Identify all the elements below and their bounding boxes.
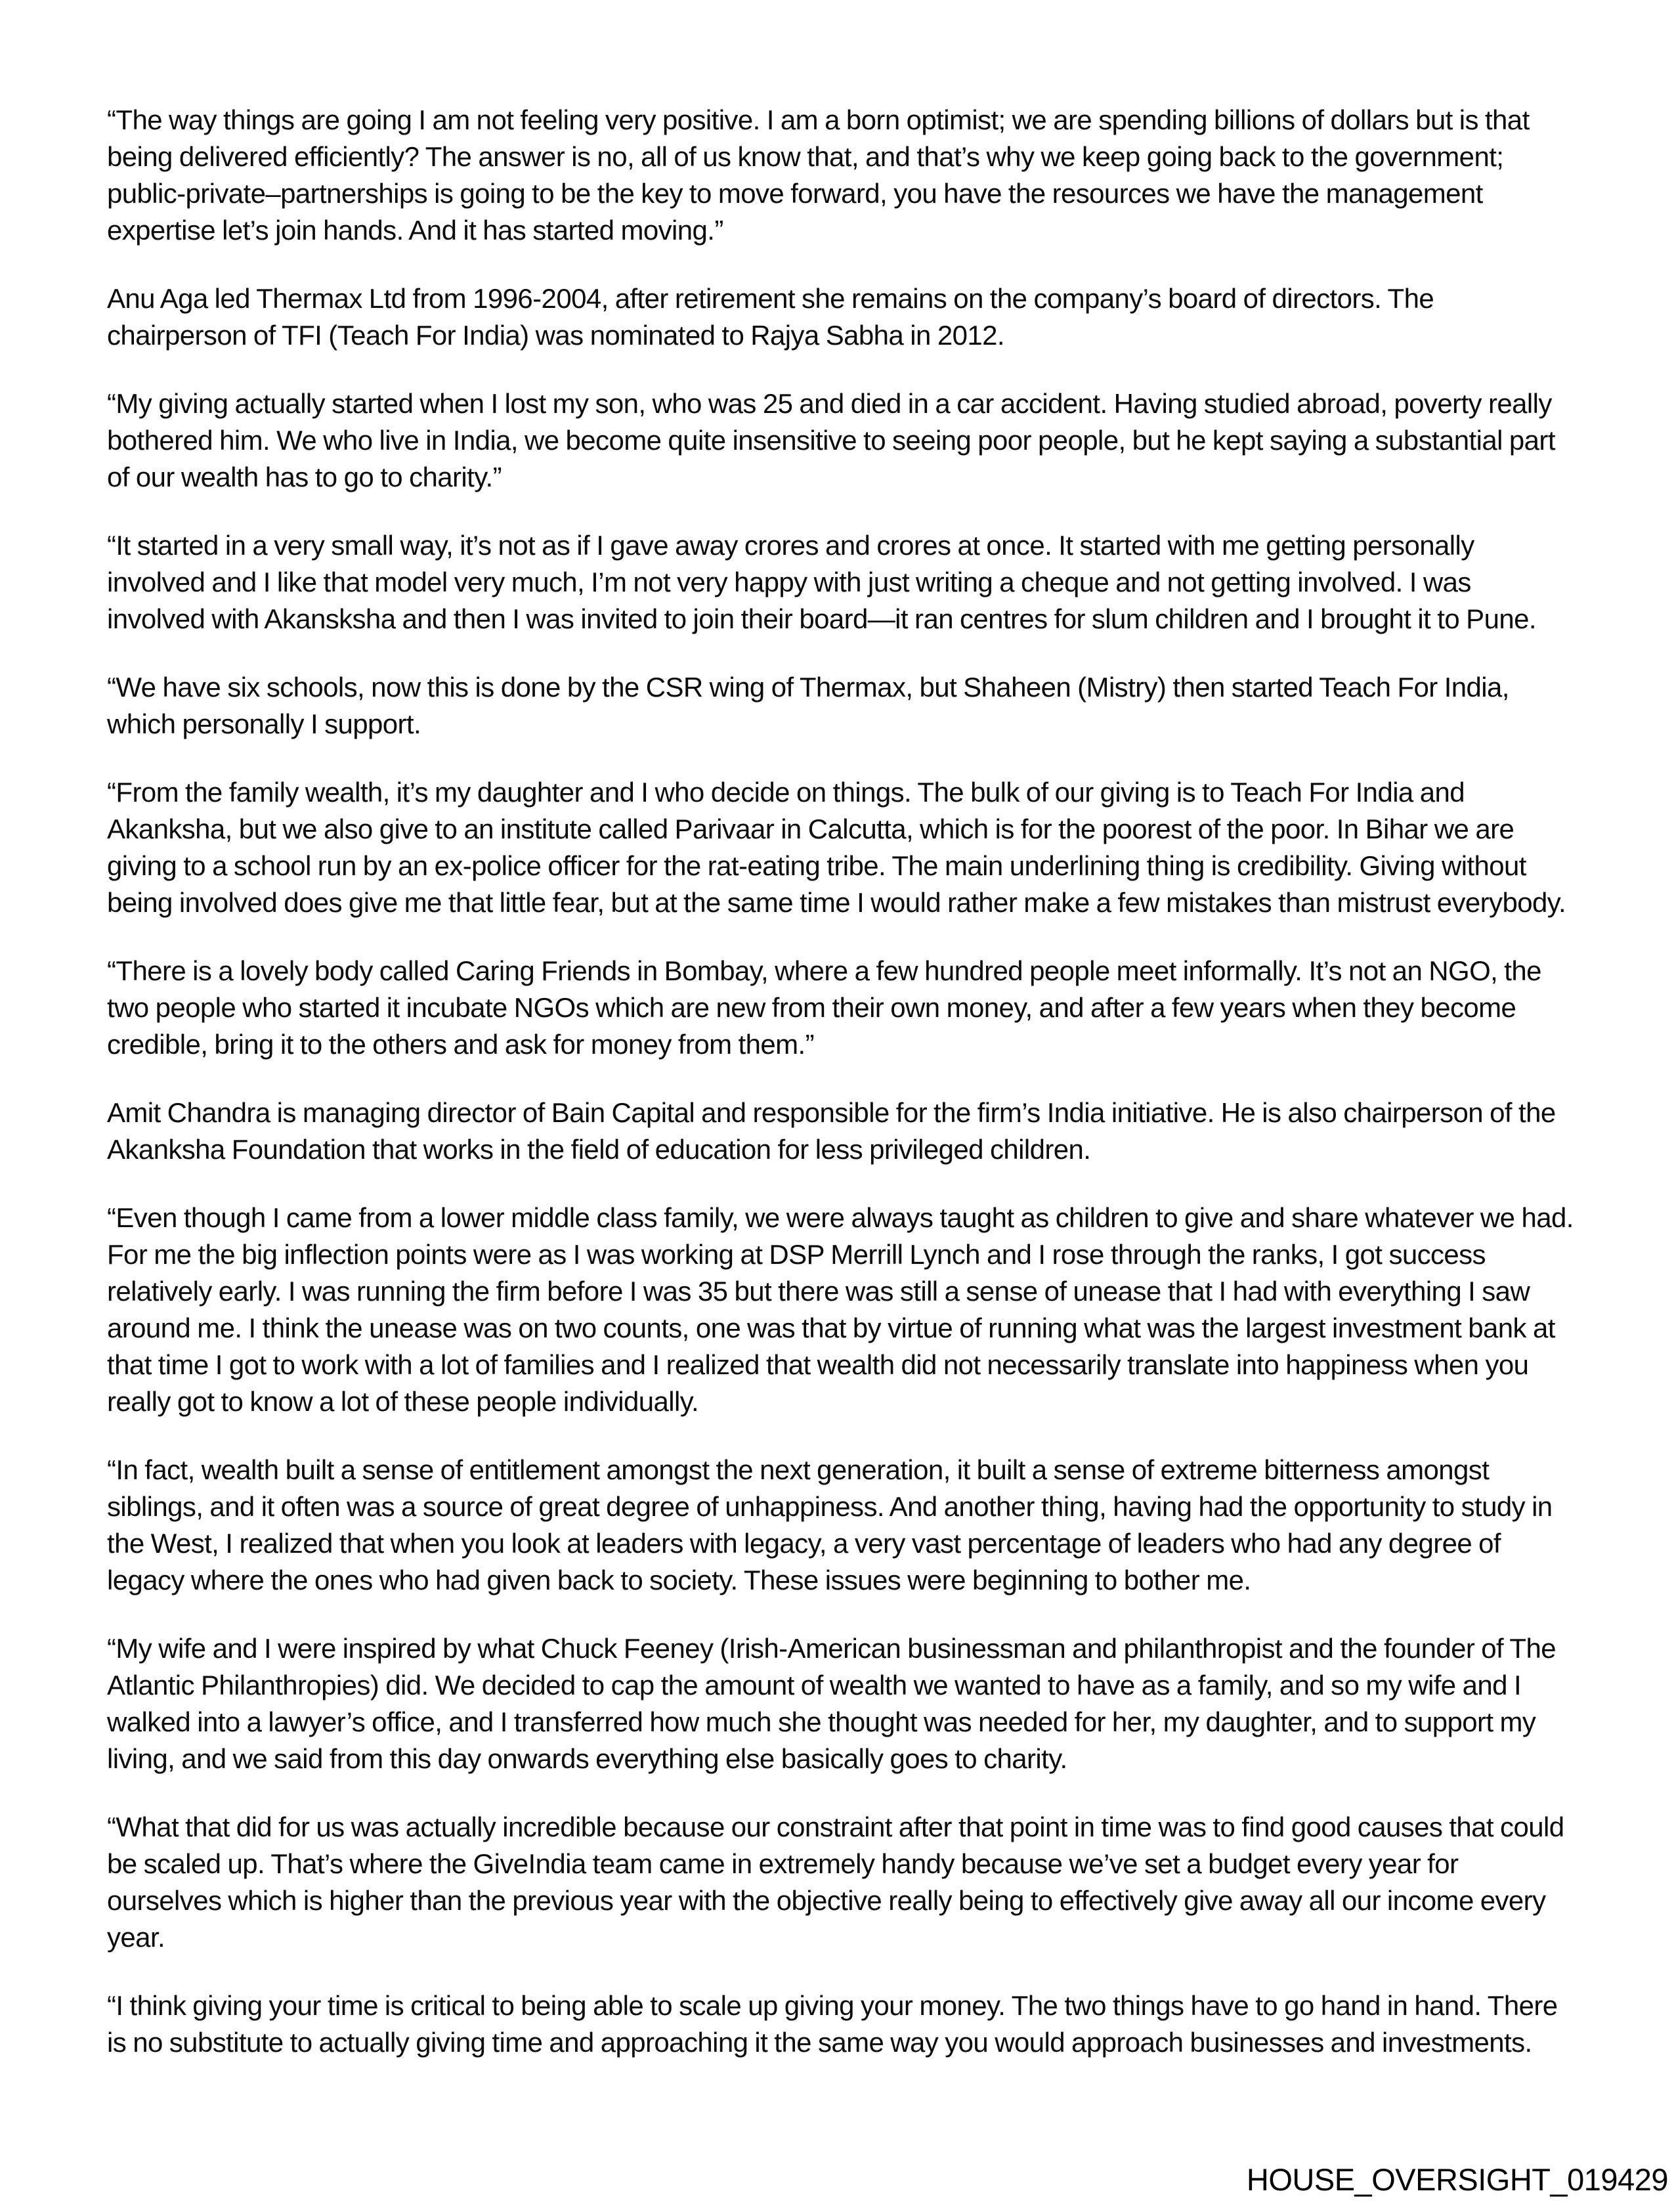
paragraph: “From the family wealth, it’s my daughter and I who decide on things. The bulk of our giving is to Teach For India and Akanksha, but we also give to an institute called Parivaar in Calcutta, which is for the poorest of the poor. In Bihar we are giving to a school run by an ex-police officer for the rat-eating tribe. The main underlining thing is credibility. Giving without being involved does give me that little fear, but at the same time I would rather make a few mistakes than mistrust everybody. xyxy=(107,777,1566,918)
paragraph: “Even though I came from a lower middle class family, we were always taught as children to give and share whatever we had. For me the big inflection points were as I was working at DSP Merrill Lynch and I rose through the ranks, I got success relatively early. I was running the firm before I was 35 but there was still a sense of unease that I had with everything I saw around me. I think the unease was on two counts, one was that by virtue of running what was the largest investment bank at that time I got to work with a lot of families and I realized that wealth did not necessarily translate into happiness when you really got to know a lot of these people individually. xyxy=(107,1202,1574,1417)
paragraph: “My wife and I were inspired by what Chuck Feeney (Irish-American businessman and philanthropist and the founder of The Atlantic Philanthropies) did. We decided to cap the amount of wealth we wanted to have as a family, and so my wife and I walked into a lawyer’s office, and I transferred how much she thought was needed for her, my daughter, and to support my living, and we said from this day onwards everything else basically goes to charity. xyxy=(107,1633,1556,1774)
paragraph: Amit Chandra is managing director of Bain Capital and responsible for the firm’s India initiative. He is also chairperson of the Akanksha Foundation that works in the field of education for less privileged children. xyxy=(107,1097,1556,1165)
paragraph: “The way things are going I am not feeling very positive. I am a born optimist; we are spending billions of dollars but is that being delivered efficiently? The answer is no, all of us know that, and that’s why we keep going back to the government; public-private–partnerships is going to be the key to move forward, you have the resources we have the management expertise let’s join hands. And it has started moving.” xyxy=(107,104,1530,246)
paragraph: “There is a lovely body called Caring Friends in Bombay, where a few hundred people meet informally. It’s not an NGO, the two people who started it incubate NGOs which are new from their own money, and after a few years when they become credible, bring it to the others and ask for money from them.” xyxy=(107,955,1541,1060)
paragraph: “We have six schools, now this is done by the CSR wing of Thermax, but Shaheen (Mistry) then started Teach For India, which personally I support. xyxy=(107,672,1509,739)
paragraph: Anu Aga led Thermax Ltd from 1996-2004, after retirement she remains on the company’s board of directors. The chairperson of TFI (Teach For India) was nominated to Rajya Sabha in 2012. xyxy=(107,283,1434,351)
document-body xyxy=(107,102,1575,2093)
paragraph: “It started in a very small way, it’s not as if I gave away crores and crores at once. It started with me getting personally involved and I like that model very much, I’m not very happy with just writing a cheque and not getting involved. I was involved with Akansksha and then I was invited to join their board—it ran centres for slum children and I brought it to Pune. xyxy=(107,530,1536,634)
bates-stamp: HOUSE_OVERSIGHT_019429 xyxy=(1246,2162,1668,2197)
paragraph: “I think giving your time is critical to being able to scale up giving your money. The two things have to go hand in hand. There is no substitute to actually giving time and approaching it the same way you would approach businesses and investments. xyxy=(107,1990,1558,2058)
paragraph: “In fact, wealth built a sense of entitlement amongst the next generation, it built a sense of extreme bitterness amongst siblings, and it often was a source of great degree of unhappiness. And another thing, having had the opportunity to study in the West, I realized that when you look at leaders with legacy, a very vast percentage of leaders who had any degree of legacy where the ones who had given back to society. These issues were beginning to bother me. xyxy=(107,1454,1553,1595)
paragraph: “My giving actually started when I lost my son, who was 25 and died in a car accident. Having studied abroad, poverty really bothered him. We who live in India, we become quite insensitive to seeing poor people, but he kept saying a substantial part of our wealth has to go to charity.” xyxy=(107,388,1555,492)
paragraph: “What that did for us was actually incredible because our constraint after that point in time was to find good causes that could be scaled up. That’s where the GiveIndia team came in extremely handy because we’ve set a budget every year for ourselves which is higher than the previous year with the objective really being to effectively give away all our income every year. xyxy=(107,1811,1564,1953)
